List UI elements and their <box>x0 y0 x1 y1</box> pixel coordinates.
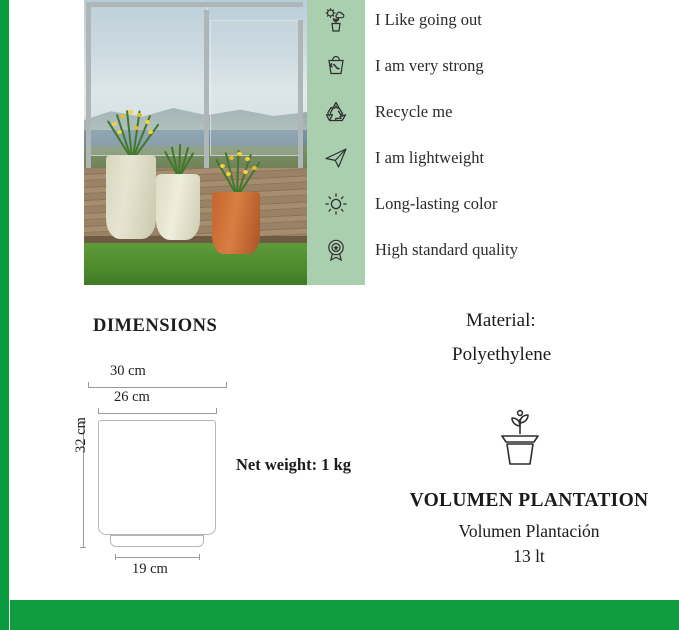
volume-title: VOLUMEN PLANTATION <box>409 490 649 511</box>
product-photo <box>84 0 307 285</box>
rail-post-left <box>86 2 91 192</box>
feature-list <box>307 0 679 285</box>
feature-row-long-lasting-color <box>307 184 497 224</box>
sun-cloud-plant-icon <box>307 0 365 40</box>
dimension-base-width-line <box>115 557 199 558</box>
recycle-icon <box>307 92 365 132</box>
feature-row-high-quality <box>307 230 518 270</box>
tick <box>199 554 200 560</box>
planter-photo-terracotta <box>212 192 260 254</box>
glass-panel-right <box>210 20 302 156</box>
feature-label: Long-lasting color <box>375 194 498 213</box>
quality-award-icon <box>307 230 365 270</box>
dimension-base-width-label: 19 cm <box>132 561 168 577</box>
feature-label: Recycle me <box>375 102 453 121</box>
dimension-height-label: 32 cm <box>73 417 89 453</box>
dimension-top-width-line <box>88 387 226 388</box>
flower-clump-mid <box>160 144 198 176</box>
planter-outline <box>98 420 216 535</box>
tick <box>216 408 217 414</box>
dimensions-diagram <box>70 365 250 580</box>
feature-label: I Like going out <box>375 10 482 29</box>
net-weight-label: Net weight: 1 kg <box>236 455 352 474</box>
material-value: Polyethylene <box>452 344 552 365</box>
paper-plane-icon <box>307 138 365 178</box>
photo-grass <box>84 243 307 285</box>
left-green-bar <box>0 0 9 630</box>
dimension-inner-width-line <box>98 413 216 414</box>
potted-plant-icon <box>492 404 548 468</box>
rail-post-mid <box>204 10 209 180</box>
planter-photo-large <box>106 155 156 239</box>
tick <box>98 408 99 414</box>
planter-photo-medium <box>156 174 200 240</box>
strong-arm-bucket-icon <box>307 46 365 86</box>
feature-row-going-out <box>307 0 482 40</box>
flower-clump-right <box>212 148 262 194</box>
rail-post-right <box>298 20 303 170</box>
rail-top-bar <box>86 2 303 7</box>
sun-icon <box>307 184 365 224</box>
tick <box>115 554 116 560</box>
feature-label: I am lightweight <box>375 148 485 167</box>
feature-label: High standard quality <box>375 240 518 259</box>
left-rail <box>0 0 10 630</box>
feature-row-very-strong <box>307 46 484 86</box>
tick <box>80 547 86 548</box>
planter-base-outline <box>110 535 204 547</box>
feature-label: I am very strong <box>375 56 484 75</box>
dimension-top-width-label: 30 cm <box>110 363 146 379</box>
volume-subtitle: Volumen Plantación <box>458 521 600 541</box>
dimensions-title: DIMENSIONS <box>93 316 218 336</box>
tick <box>226 382 227 388</box>
dimension-inner-width-label: 26 cm <box>114 389 150 405</box>
flower-clump-left <box>106 108 158 158</box>
feature-row-lightweight <box>307 138 484 178</box>
volume-value: 13 lt <box>513 546 545 566</box>
material-label: Material: <box>466 310 536 331</box>
bottom-green-bar <box>10 600 679 630</box>
feature-row-recycle <box>307 92 452 132</box>
tick <box>88 382 89 388</box>
